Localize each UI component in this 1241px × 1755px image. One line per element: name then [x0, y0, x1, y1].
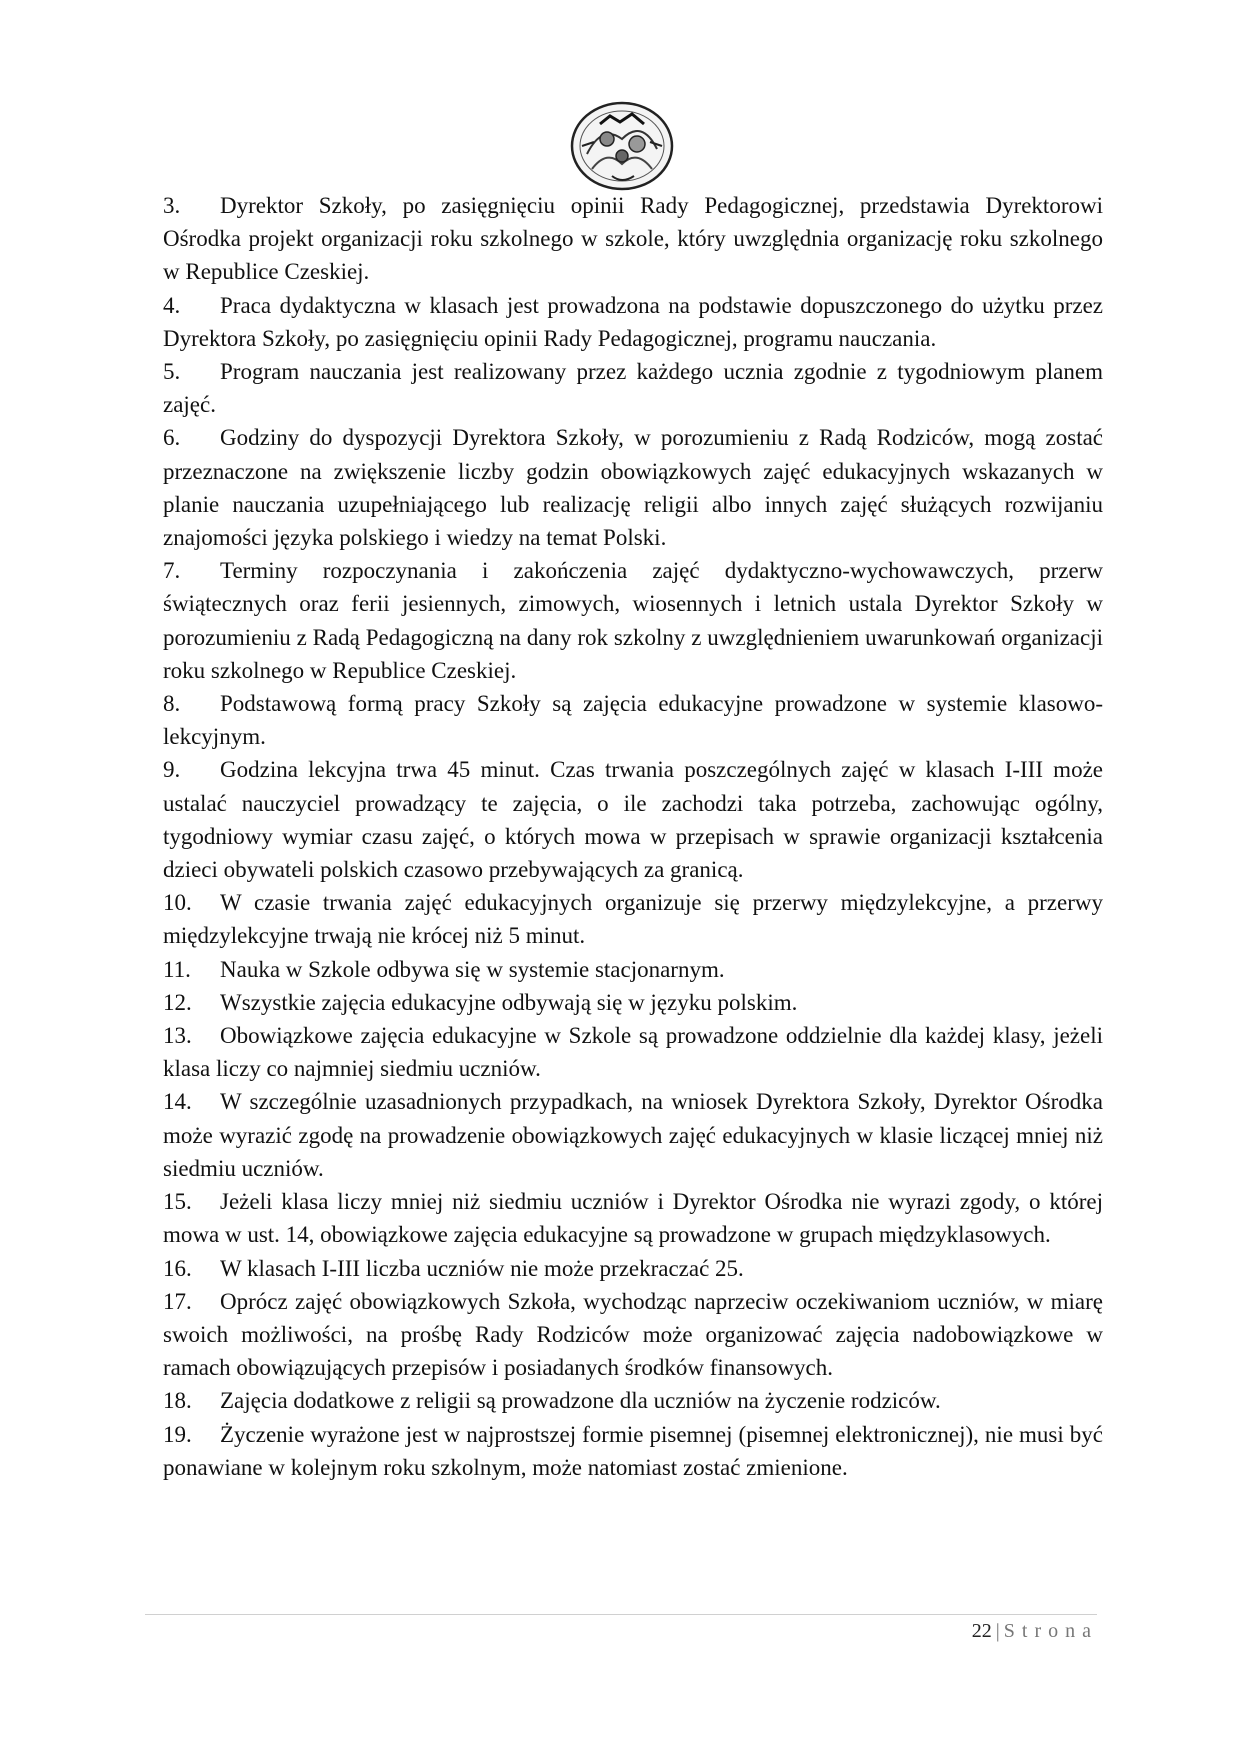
page-footer: [972, 1620, 1098, 1643]
item-text: Podstawową formą pracy Szkoły są zajęcia edukacyjne prowadzone w systemie klasowo-lekcyjnym.: [163, 691, 1103, 750]
item-number: 12.: [163, 989, 192, 1015]
item-text: Praca dydaktyczna w klasach jest prowadzona na podstawie dopuszczonego do użytku przez Dyrektora Szkoły, po zasięgnięciu opinii Rady Pedagogicznej, programu nauczania.: [163, 292, 1103, 351]
item-number: 19.: [163, 1421, 192, 1447]
item-number: 11.: [163, 956, 191, 982]
list-item: [163, 189, 1103, 289]
item-text: Wszystkie zajęcia edukacyjne odbywają się w języku polskim.: [220, 989, 798, 1015]
item-number: 7.: [163, 558, 181, 584]
list-item: [163, 687, 1103, 753]
item-number: 8.: [163, 691, 181, 717]
list-item: [163, 355, 1103, 421]
item-number: 10.: [163, 890, 192, 916]
list-item: [163, 1019, 1103, 1085]
list-item: [163, 886, 1103, 952]
footer-separator: |: [995, 1620, 1000, 1642]
item-text: Obowiązkowe zajęcia edukacyjne w Szkole są prowadzone oddzielnie dla każdej klasy, jeżeli klasa liczy co najmniej siedmiu uczniów.: [163, 1023, 1103, 1082]
list-item: [163, 1384, 1103, 1417]
item-text: Oprócz zajęć obowiązkowych Szkoła, wychodząc naprzeciw oczekiwaniom uczniów, w miarę swoich możliwości, na prośbę Rady Rodziców może organizować zajęcia nadobowiązkowe w ramach obowiązujących przepisów i posiadanych środków finansowych.: [163, 1288, 1103, 1381]
item-text: Godzina lekcyjna trwa 45 minut. Czas trwania poszczególnych zajęć w klasach I-III może ustalać nauczyciel prowadzący te zajęcia, o ile zachodzi taka potrzeba, zachowując ogólny, tygodniowy wymiar czasu zajęć, o których mowa w przepisach w sprawie organizacji kształcenia dzieci obywateli polskich czasowo przebywających za granicą.: [163, 757, 1103, 883]
item-text: Zajęcia dodatkowe z religii są prowadzone dla uczniów na życzenie rodziców.: [220, 1388, 941, 1414]
list-item: [163, 554, 1103, 687]
item-number: 18.: [163, 1388, 192, 1414]
list-item: [163, 753, 1103, 886]
item-number: 17.: [163, 1288, 192, 1314]
list-item: [163, 421, 1103, 554]
list-item: [163, 986, 1103, 1019]
item-number: 14.: [163, 1089, 192, 1115]
item-text: Nauka w Szkole odbywa się w systemie stacjonarnym.: [220, 956, 725, 982]
list-item: [163, 1484, 1103, 1517]
item-number: 13.: [163, 1023, 192, 1049]
footer-divider: [145, 1614, 1097, 1615]
list-item: [163, 1085, 1103, 1185]
item-number: 3.: [163, 193, 181, 218]
item-text: Godziny do dyspozycji Dyrektora Szkoły, w porozumieniu z Radą Rodziców, mogą zostać przeznaczone na zwiększenie liczby godzin obowiązkowych zajęć edukacyjnych wskazanych w planie nauczania uzupełniającego lub realizację religii albo innych zajęć służących rozwijaniu znajomości języka polskiego i wiedzy na temat Polski.: [163, 425, 1103, 551]
page-number: 22: [971, 1620, 992, 1642]
item-number: 9.: [163, 757, 181, 783]
list-item: [163, 1252, 1103, 1285]
document-body: [163, 189, 1103, 1550]
item-text: Dyrektor Szkoły, po zasięgnięciu opinii Rady Pedagogicznej, przedstawia Dyrektorowi Ośrodka projekt organizacji roku szkolnego w szkole, który uwzględnia organizację roku szkolnego w Republice Czeskiej.: [163, 193, 1103, 285]
list-item: [163, 953, 1103, 986]
item-number: 5.: [163, 359, 181, 385]
list-item: [163, 289, 1103, 355]
item-number: 4.: [163, 292, 181, 318]
item-text: W szczególnie uzasadnionych przypadkach, na wniosek Dyrektora Szkoły, Dyrektor Ośrodka może wyrazić zgodę na prowadzenie obowiązkowych zajęć edukacyjnych w klasie liczącej mniej niż siedmiu uczniów.: [163, 1089, 1103, 1181]
item-number: 15.: [163, 1189, 192, 1215]
item-number: 16.: [163, 1255, 192, 1281]
list-item: [163, 1418, 1103, 1484]
item-number: 6.: [163, 425, 181, 451]
item-text: Jeżeli klasa liczy mniej niż siedmiu uczniów i Dyrektor Ośrodka nie wyrazi zgody, o której mowa w ust. 14, obowiązkowe zajęcia edukacyjne są prowadzone w grupach międzyklasowych.: [163, 1189, 1103, 1248]
item-text: Terminy rozpoczynania i zakończenia zajęć dydaktyczno-wychowawczych, przerw świątecznych oraz ferii jesiennych, zimowych, wiosennych i letnich ustala Dyrektor Szkoły w porozumieniu z Radą Pedagogiczną na dany rok szkolny z uwzględnieniem uwarunkowań organizacji roku szkolnego w Republice Czeskiej.: [163, 558, 1103, 683]
item-text: Program nauczania jest realizowany przez każdego ucznia zgodnie z tygodniowym planem zajęć.: [163, 359, 1103, 418]
item-text: Życzenie wyrażone jest w najprostszej formie pisemnej (pisemnej elektronicznej), nie musi być ponawiane w kolejnym roku szkolnym, może natomiast zostać zmienione.: [163, 1421, 1103, 1480]
list-item: [163, 1517, 1103, 1550]
item-text: W klasach I-III liczba uczniów nie może przekraczać 25.: [220, 1255, 744, 1281]
list-item: [163, 1285, 1103, 1385]
school-crest-logo-icon: [562, 94, 682, 194]
list-item: [163, 1185, 1103, 1251]
page-label: Strona: [1003, 1620, 1098, 1642]
item-text: W czasie trwania zajęć edukacyjnych organizuje się przerwy międzylekcyjne, a przerwy międzylekcyjne trwają nie krócej niż 5 minut.: [163, 890, 1103, 949]
